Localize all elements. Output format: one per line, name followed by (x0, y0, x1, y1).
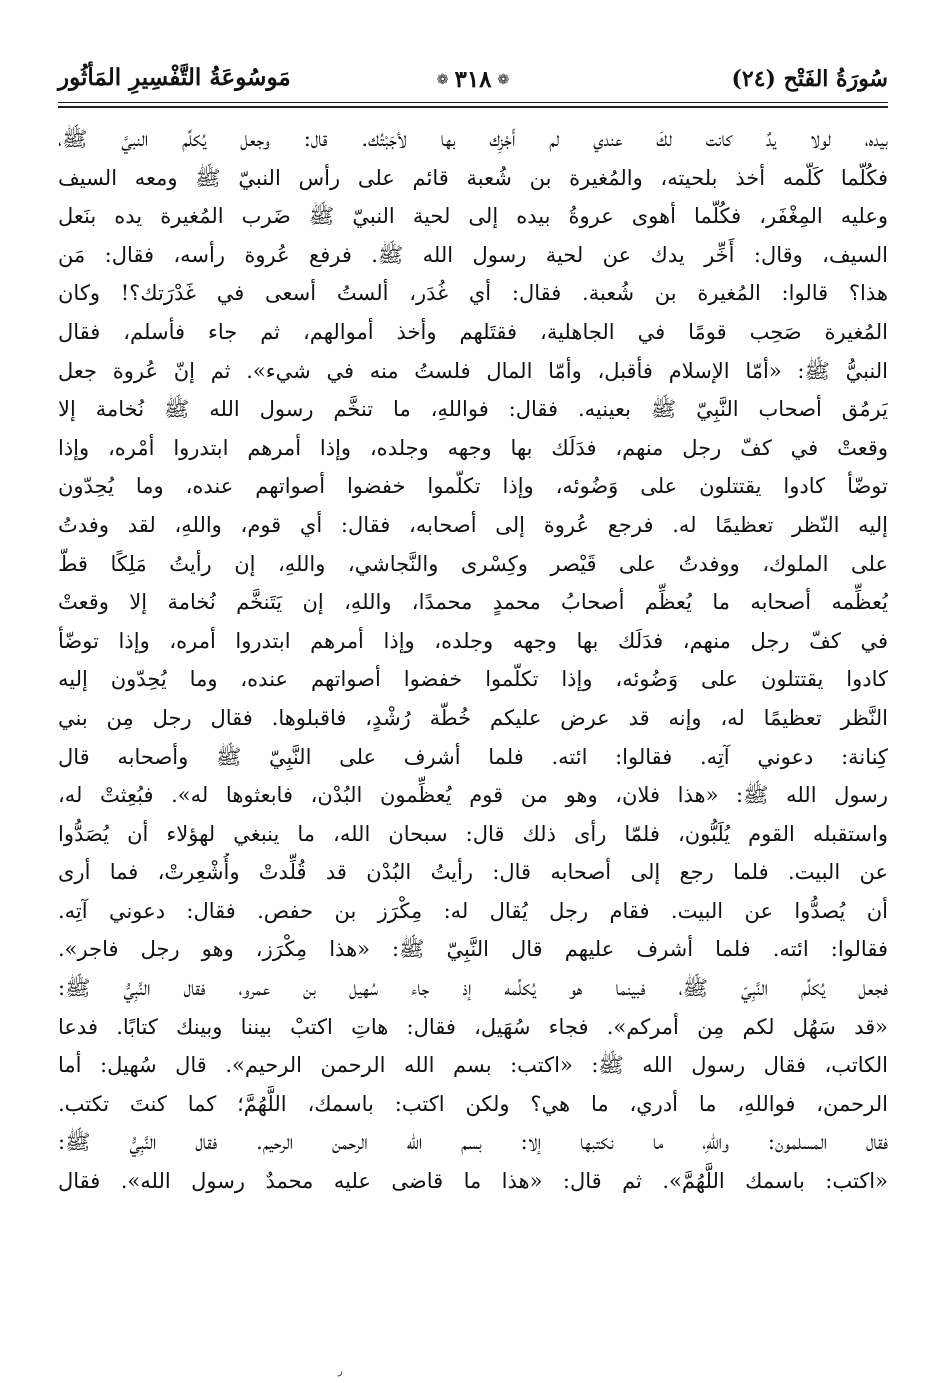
text-line: إليه النّظر تعظيمًا له. فرجع عُروة إلى أصحابه، فقال: أي قوم، واللهِ، لقد وفدتُ (58, 512, 888, 537)
page-number: ٣١٨ (454, 66, 492, 93)
text-line: كِنانة: دعوني آتِه. فقالوا: ائته. فلما أشرف على النَّبِيّ ﷺ وأصحابه قال (58, 744, 888, 769)
text-line: بيده، لولا يدٌ كانت لكَ عندي لم أَجْزِك بها لأجَبْتُك. قال: وجعل يُكلِّم النبيَّ ﷺ، (58, 127, 888, 151)
text-line: «قد سَهُل لكم مِن أمركم». فجاء سُهَيل، فقال: هاتِ اكتبْ بيننا وبينك كتابًا. فدعا (58, 1014, 888, 1039)
running-header (58, 62, 888, 102)
text-line: فقال المسلمون: واللهِ، ما نكتبها إلا: بسم الله الرحمن الرحيم. فقال النَّبِيُّ ﷺ: (58, 1130, 888, 1155)
text-line: توضّأ كادوا يقتتلون على وَضُوئه، وإذا تكلّموا خفضوا أصواتهم عنده، وما يُحِدّون (58, 474, 888, 499)
text-line: وقعتْ في كفّ رجل منهم، فدَلَك بها وجهه وجلده، وإذا أمرهم ابتدروا أمْره، وإذا (58, 435, 888, 460)
book-title: مَوسُوعَةُ التَّفْسِيرِ المَأثُور (58, 64, 291, 91)
text-line: أن يُصدُّوا عن البيت. فقام رجل يُقال له: مِكْرَز بن حفص. فقال: دعوني آتِه. (58, 898, 888, 923)
text-line: فكُلّما كَلّمه أخذ بلحيته، والمُغيرة بن شُعبة قائم على رأس النبيّ ﷺ ومعه السيف (58, 165, 888, 190)
text-line: فقالوا: ائته. فلما أشرف عليهم قال النَّبِيّ ﷺ: «هذا مِكْرَز، وهو رجل فاجر». (58, 937, 888, 962)
text-line: واستقبله القوم يُلَبُّون، فلمّا رأى ذلك قال: سبحان الله، ما ينبغي لهؤلاء أن يُصَدُّوا (58, 821, 888, 846)
ornament-left-icon: ❁ (436, 71, 449, 88)
text-line: السيف، وقال: أَخِّر يدك عن لحية رسول الله ﷺ. فرفع عُروة رأسه، فقال: مَن (58, 242, 888, 267)
text-line: يَرمُق أصحاب النَّبِيّ ﷺ بعينيه. فقال: فواللهِ، ما تنخَّم رسول الله ﷺ نُخامة إلا (58, 397, 888, 422)
text-line: المُغيرة صَحِب قومًا في الجاهلية، فقتَلهم وأخذ أموالهم، ثم جاء فأسلم، فقال (58, 319, 888, 344)
text-line: وعليه المِغْفَر، فكُلّما أهوى عروةُ بيده إلى لحية النبيّ ﷺ ضَرب المُغيرة يده بنَعل (58, 204, 888, 229)
text-line: يُعظِّمه أصحابه ما يُعظِّم أصحابُ محمدٍ محمدًا، واللهِ، إن يَتَنخَّم نُخامة إلا وقعتْ (58, 590, 888, 615)
text-line: هذا؟ قالوا: المُغيرة بن شُعبة. فقال: أي غُدَر، ألستُ أسعى في غَدْرَتك؟! وكان (58, 281, 888, 306)
text-line: رسول الله ﷺ: «هذا فلان، وهو من قوم يُعظِّمون البُدْن، فابعثوها له». فبُعِثتْ له، (58, 783, 888, 808)
footer-mark: ر (338, 1366, 343, 1377)
text-line: على الملوك، ووفدتُ على قَيْصر وكِسْرى والنَّجاشي، واللهِ، إن رأيتُ مَلِكًا قطّ (58, 551, 888, 576)
text-line: النَّظر تعظيمًا له، وإنه قد عرض عليكم خُطّة رُشْدٍ، فاقبلوها. فقال رجل مِن بني (58, 705, 888, 730)
surah-title: سُورَةُ الفَتْح (٢٤) (731, 66, 888, 92)
page-body (58, 120, 888, 1350)
header-rule-thin (58, 102, 888, 103)
text-line: الرحمن، فواللهِ، ما أدري، ما هي؟ ولكن اكتب: باسمك، اللَّهُمَّ؛ كما كنتَ تكتب. (58, 1091, 888, 1116)
header-rule-thick (58, 106, 888, 108)
text-line: فجعل يُكلِّم النَّبِيّ ﷺ، فبينما هو يُكلِّمه إذ جاء سُهيل بن عمرو، فقال النَّبِيُّ ﷺ: (58, 976, 888, 1001)
text-line: النبيُّ ﷺ: «أمّا الإسلام فأقبل، وأمّا المال فلستُ منه في شيء». ثم إنّ عُروة جعل (58, 358, 888, 383)
ornament-right-icon: ❁ (497, 71, 510, 88)
text-line: في كفّ رجل منهم، فدَلَك بها وجهه وجلده، وإذا أمرهم ابتدروا أمره، وإذا توضّأ (58, 628, 888, 653)
text-line: «اكتب: باسمك اللَّهُمَّ». ثم قال: «هذا ما قاضى عليه محمدٌ رسول الله». فقال (58, 1169, 888, 1194)
text-line: الكاتب، فقال رسول الله ﷺ: «اكتب: بسم الله الرحمن الرحيم». قال سُهيل: أما (58, 1053, 888, 1078)
page-number-block (437, 66, 510, 93)
text-line: عن البيت. فلما رجع إلى أصحابه قال: رأيتُ البُدْن قد قُلِّدتْ وأُشْعِرتْ، فما أرى (58, 860, 888, 885)
text-line: كادوا يقتتلون على وَضُوئه، وإذا تكلّموا خفضوا أصواتهم عنده، وما يُحِدّون إليه (58, 667, 888, 692)
